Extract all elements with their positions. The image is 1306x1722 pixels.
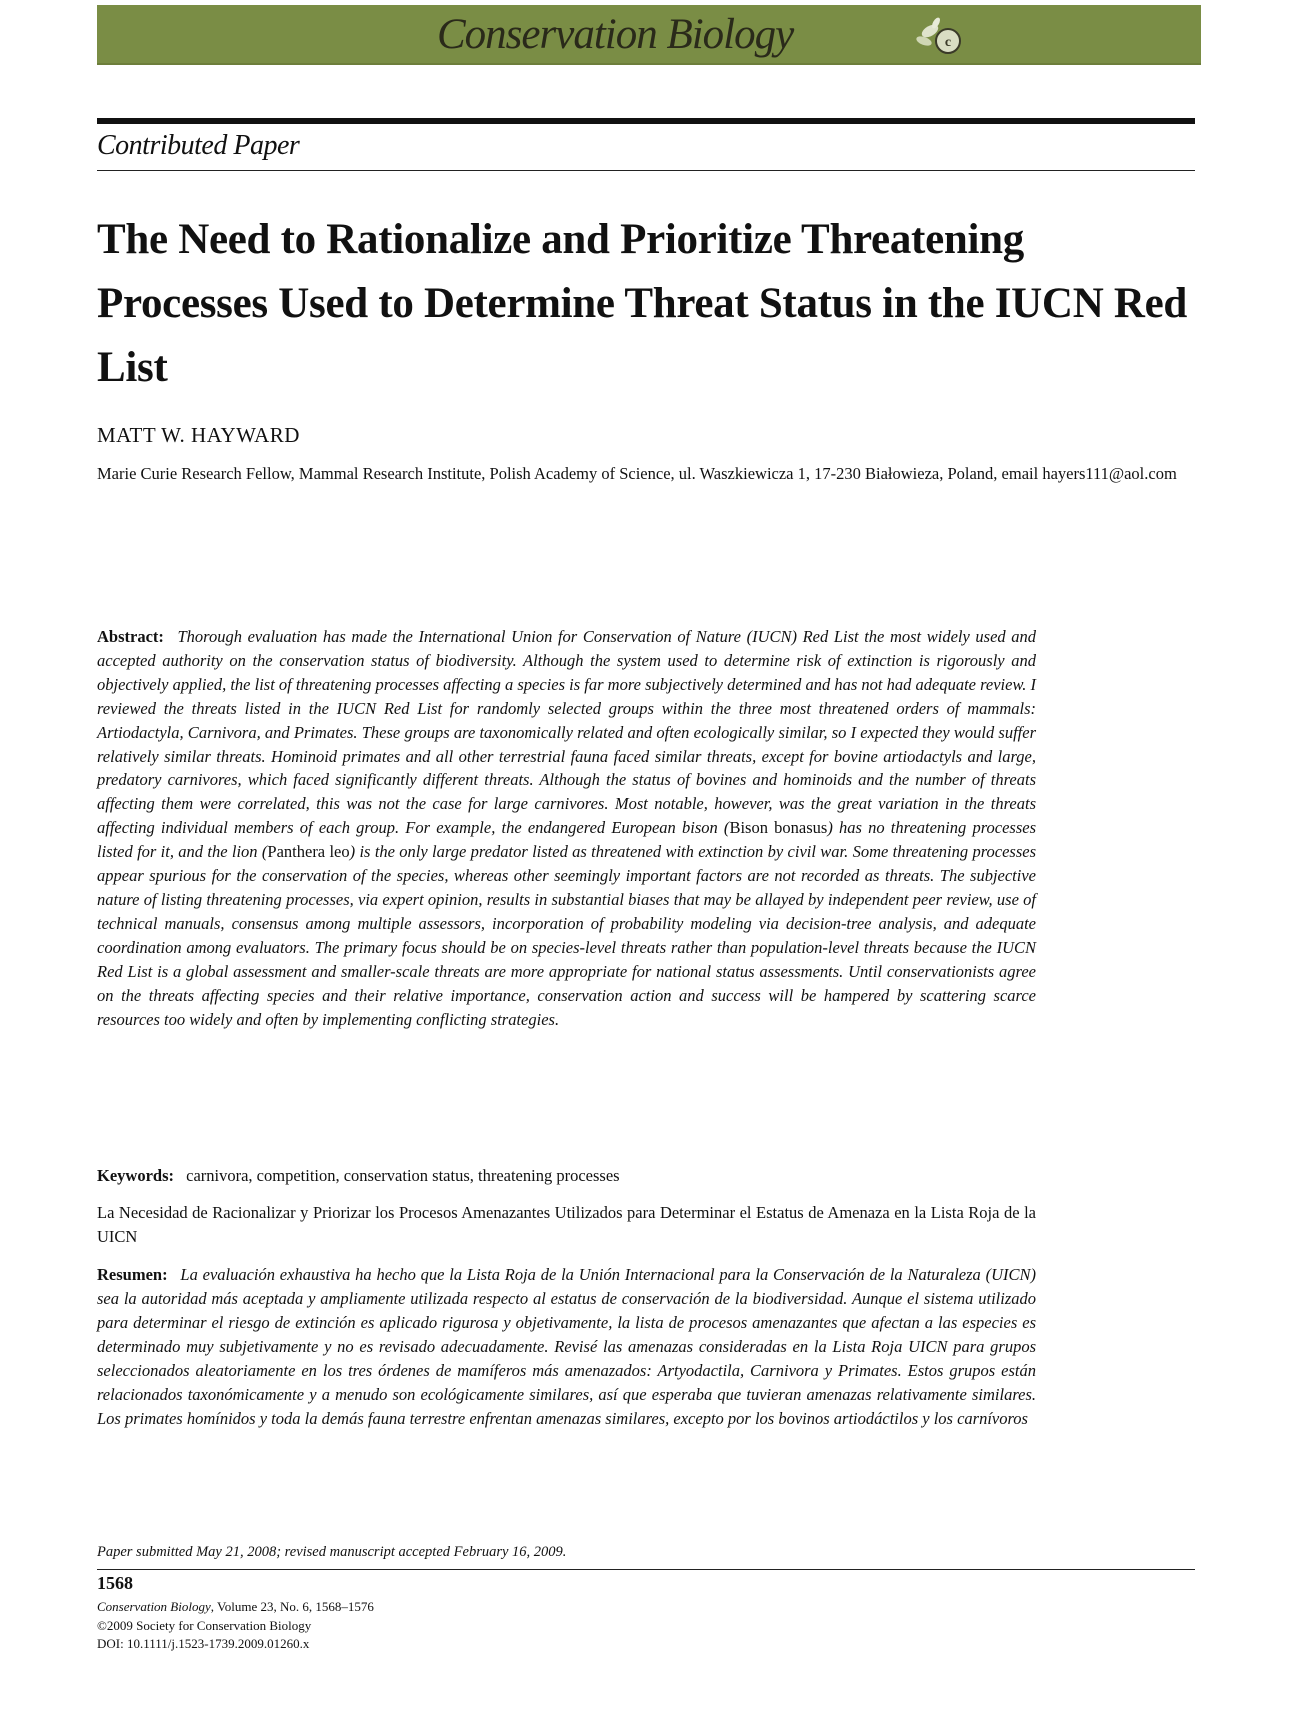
footer-citation-block [97,1598,374,1654]
paper-title: The Need to Rationalize and Prioritize Threatening Processes Used to Determine Threat Status in the IUCN Red List [97,216,1188,391]
resumen-text: La evaluación exhaustiva ha hecho que la Lista Roja de la Unión Internacional para la Conservación de la Naturaleza (UICN) sea la autoridad más aceptada y ampliamente utilizada respecto al estatus de conservación de la biodiversidad. Aunque el sistema utilizado para determinar el riesgo de extinción es aplicado rigurosa y objetivamente, la lista de procesos amenazantes que afectan a las especies es determinado muy subjetivamente y no es revisado adecuadamente. Revisé las amenazas consideradas en la Lista Roja UICN para grupos seleccionados aleatoriamente en los tres órdenes de mamíferos más amenazados: Artyodactila, Carnivora y Primates. Estos grupos están relacionados taxonómicamente y a menudo son ecológicamente similares, así que esperaba que tuvieran amenazas relativamente similares. Los primates homínidos y toda la demás fauna terrestre enfrentan amenazas similares, excepto por los bovinos artiodáctilos y los carnívoros [97,1265,1037,1428]
abstract-text-3: ) is the only large predator listed as threatened with extinction by civil war. Some threatening processes appear spurious for the conservation of the species, whereas other seemingly important factors are not recorded as threats. The subjective nature of listing threatening processes, via expert opinion, results in substantial biases that may be allayed by independent peer review, use of technical manuals, consensus among multiple assessors, incorporation of probability modeling via decision-tree analysis, and adequate coordination among evaluators. The primary focus should be on species-level threats rather than population-level threats because the IUCN Red List is a global assessment and smaller-scale threats are more appropriate for national status assessments. Until conservationists agree on the threats affecting species and their relative importance, conservation action and success will be hampered by scattering scarce resources too widely and often by implementing conflicting strategies. [97,842,1036,1029]
resumen-label: Resumen: [97,1265,173,1284]
submission-note: Paper submitted May 21, 2008; revised manuscript accepted February 16, 2009. [97,1544,567,1560]
abstract-label: Abstract: [97,627,170,646]
page-number: 1568 [97,1573,133,1593]
section-rule [97,170,1195,171]
author-name: MATT W. HAYWARD [97,423,300,447]
keywords [97,1164,1036,1188]
copyright-line: ©2009 Society for Conservation Biology [97,1617,312,1633]
journal-name: Conservation Biology [437,11,794,58]
citation-line [97,1598,374,1617]
species-name-lion: Panthera leo [267,842,350,862]
abstract-text-2: ) has no threatening processes listed for it, and the lion ( [97,818,1036,862]
species-name-bison: Bison bonasus [729,818,828,838]
keywords-label: Keywords: [97,1166,179,1185]
abstract [97,625,1036,1031]
journal-banner [97,5,1201,65]
footer-rule [97,1569,1195,1570]
spanish-title: La Necesidad de Racionalizar y Priorizar los Procesos Amenazantes Utilizados para Determinar el Estatus de Amenaza en la Lista Roja de la UICN [97,1203,1036,1246]
citation-volume: , Volume 23, No. 6, 1568–1576 [210,1599,374,1614]
resumen [97,1263,1036,1431]
keywords-text: carnivora, competition, conservation status, threatening processes [186,1166,620,1185]
section-label: Contributed Paper [97,130,300,161]
doi-line: DOI: 10.1111/j.1523-1739.2009.01260.x [97,1636,310,1651]
author-affiliation: Marie Curie Research Fellow, Mammal Research Institute, Polish Academy of Science, ul. Waszkiewicza 1, 17-230 Białowieza, Poland, email hayers111@aol.com [97,464,1177,483]
abstract-text-1: Thorough evaluation has made the International Union for Conservation of Nature (IUCN) Red List the most widely used and accepted authority on the conservation status of biodiversity. Although the system used to determine risk of extinction is rigorously and objectively applied, the list of threatening processes affecting a species is far more subjectively determined and has not had adequate review. I reviewed the threats listed in the IUCN Red List for randomly selected groups within the three most threatened orders of mammals: Artiodactyla, Carnivora, and Primates. These groups are taxonomically related and often ecologically similar, so I expected they would suffer relatively similar threats. Hominoid primates and all other terrestrial fauna faced similar threats, except for bovine artiodactyls and large, predatory carnivores, which faced significantly different threats. Although the status of bovines and hominoids and the number of threats affecting them were correlated, this was not the case for large carnivores. Most notable, however, was the great variation in the threats affecting individual members of each group. For example, the endangered European bison ( [97,627,1036,838]
svg-text:c: c [944,35,952,50]
citation-journal: Conservation Biology [97,1599,211,1614]
journal-emblem-icon [912,13,972,59]
header-rule [97,118,1195,124]
